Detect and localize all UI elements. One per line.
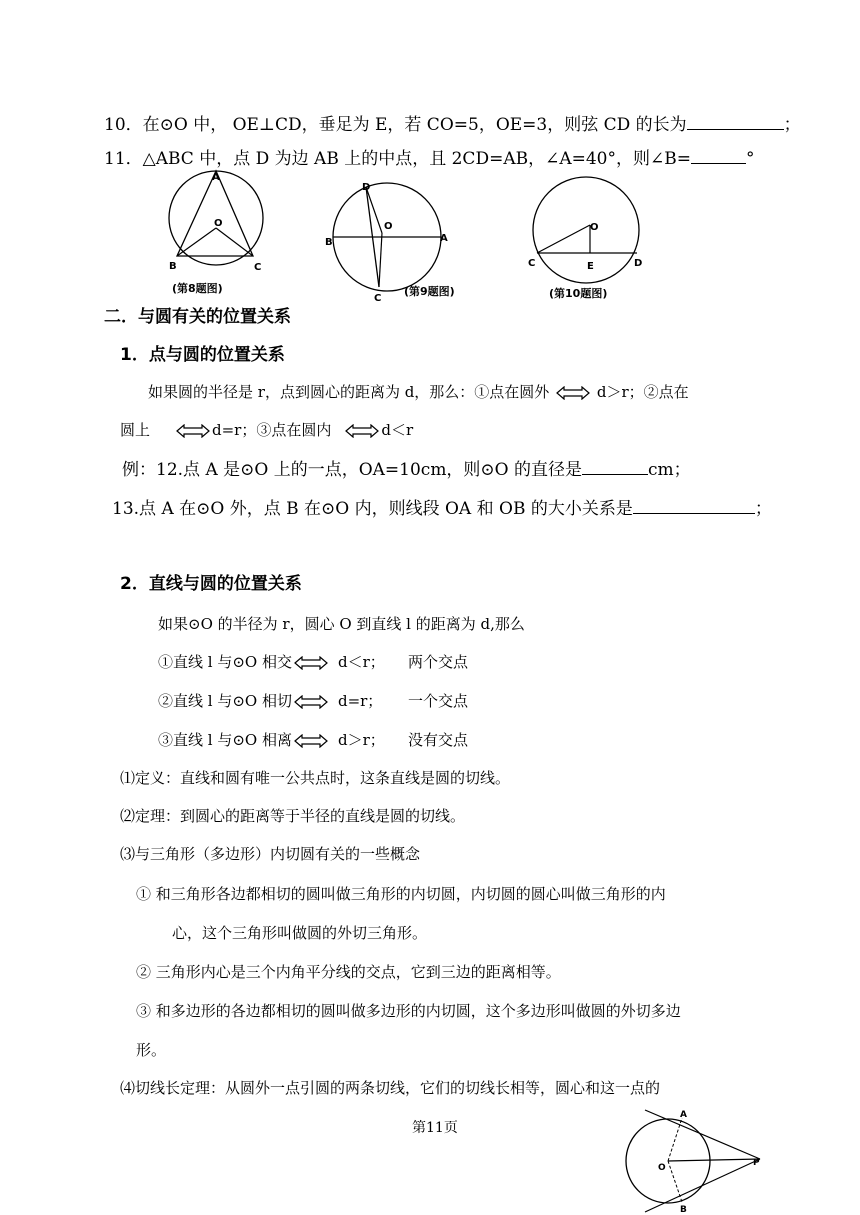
question-11-text: 11．△ABC 中，点 D 为边 AB 上的中点，且 2CD=AB，∠A=40°，则∠B=: [104, 149, 691, 169]
figure-9-caption: (第9题图): [404, 285, 455, 298]
tangent-definition: ⑴定义：直线和圆有唯一公共点时，这条直线是圆的切线。: [120, 769, 511, 787]
incircle-item-1b: 心，这个三角形叫做圆的外切三角形。: [172, 924, 428, 942]
tangent-length-theorem: ⑷切线长定理：从圆外一点引圆的两条切线，它们的切线长相等，圆心和这一点的: [120, 1079, 661, 1097]
incircle-item-1a: ① 和三角形各边都相切的圆叫做三角形的内切圆，内切圆的圆心叫做三角形的内: [136, 885, 666, 903]
figure-8-label-b: B: [169, 261, 177, 272]
figure-tangent-label-p: P: [753, 1158, 760, 1168]
example-12-end: cm；: [648, 460, 691, 480]
figure-9-label-b: B: [325, 237, 333, 248]
point-circle-text-b: d＞r；②点在: [596, 383, 689, 401]
row-relation: d=r；: [337, 692, 383, 710]
figure-10-label-e: E: [587, 261, 594, 272]
section-heading: 二．与圆有关的位置关系: [104, 307, 291, 327]
figure-8-label-a: A: [212, 172, 220, 183]
point-circle-text-d: d=r；③点在圆内: [212, 421, 332, 439]
figure-9-label-c: C: [374, 293, 382, 304]
figure-8-label-o: O: [214, 218, 223, 229]
point-circle-line-2: [120, 420, 413, 440]
point-circle-line-1: [148, 382, 689, 402]
incircle-item-3a: ③ 和多边形的各边都相切的圆叫做多边形的内切圆，这个多边形叫做圆的外切多边: [136, 1002, 681, 1020]
figure-9-label-a: A: [440, 233, 448, 244]
point-circle-text-c: 圆上: [120, 421, 151, 439]
figure-10-circle: [533, 177, 639, 283]
figure-8: [164, 168, 274, 300]
figure-8-label-c: C: [254, 262, 262, 273]
row-result: 两个交点: [407, 653, 468, 671]
figure-tangent-label-b: B: [680, 1205, 687, 1215]
question-10-text: 10．在⊙O 中， OE⊥CD，垂足为 E，若 CO=5，OE=3，则弦 CD 的长为: [104, 115, 687, 135]
line-circle-row: [158, 652, 468, 672]
line-circle-row: [158, 691, 468, 711]
answer-blank-11: [691, 147, 746, 164]
figure-tangent-label-a: A: [680, 1110, 687, 1120]
subsection-2-title: 2．直线与圆的位置关系: [120, 574, 302, 594]
row-relation: d＞r；: [337, 731, 385, 749]
double-arrow-icon: [294, 656, 328, 670]
figure-8-triangle: [177, 171, 253, 256]
incircle-concepts: ⑶与三角形（多边形）内切圆有关的一些概念: [120, 845, 421, 863]
example-12-text: 例：12.点 A 是⊙O 上的一点，OA=10cm，则⊙O 的直径是: [122, 460, 583, 480]
figure-10-label-o: O: [590, 222, 599, 233]
figure-tangent-label-o: O: [658, 1163, 666, 1173]
question-11: [104, 147, 754, 169]
row-condition: ③直线 l 与⊙O 相离: [158, 731, 292, 749]
example-13-text: 13.点 A 在⊙O 外，点 B 在⊙O 内，则线段 OA 和 OB 的大小关系是: [112, 499, 633, 519]
example-12: [122, 458, 691, 480]
double-arrow-icon: [294, 695, 328, 709]
double-arrow-icon: [294, 734, 328, 748]
figure-tangent: [620, 1108, 770, 1215]
page-number: 第11页: [412, 1120, 458, 1136]
row-result: 没有交点: [407, 731, 468, 749]
question-11-end: °: [745, 149, 755, 169]
figure-10-caption: (第10题图): [549, 287, 608, 300]
incircle-item-2: ② 三角形内心是三个内角平分线的交点，它到三边的距离相等。: [136, 963, 561, 981]
tangent-theorem: ⑵定理：到圆心的距离等于半径的直线是圆的切线。: [120, 807, 466, 825]
row-condition: ②直线 l 与⊙O 相切: [158, 692, 292, 710]
point-circle-text-a: 如果圆的半径是 r，点到圆心的距离为 d，那么：①点在圆外: [148, 383, 550, 401]
figure-9-label-d: D: [362, 182, 371, 193]
question-10-end: ；: [783, 115, 801, 135]
figure-9: [322, 175, 497, 305]
figure-9-label-o: O: [384, 221, 393, 232]
point-circle-text-e: d＜r: [381, 421, 414, 439]
figure-10-label-c: C: [528, 258, 536, 269]
line-circle-row: [158, 730, 468, 750]
question-10: [104, 113, 801, 135]
figure-10: [524, 175, 654, 305]
row-condition: ①直线 l 与⊙O 相交: [158, 653, 292, 671]
incircle-item-3b: 形。: [136, 1041, 167, 1059]
double-arrow-icon: [345, 424, 379, 438]
example-13-end: ；: [754, 499, 772, 519]
example-13: [112, 497, 772, 519]
double-arrow-icon: [556, 386, 590, 400]
line-circle-intro: 如果⊙O 的半径为 r，圆心 O 到直线 l 的距离为 d,那么: [158, 615, 525, 633]
answer-blank-13: [633, 497, 755, 514]
row-relation: d＜r；: [337, 653, 385, 671]
answer-blank-10: [687, 113, 784, 130]
answer-blank-12: [582, 458, 648, 475]
double-arrow-icon: [176, 424, 210, 438]
figure-8-caption: (第8题图): [172, 282, 223, 295]
row-result: 一个交点: [407, 692, 468, 710]
figure-10-label-d: D: [634, 258, 643, 269]
subsection-1-title: 1．点与圆的位置关系: [120, 345, 285, 365]
